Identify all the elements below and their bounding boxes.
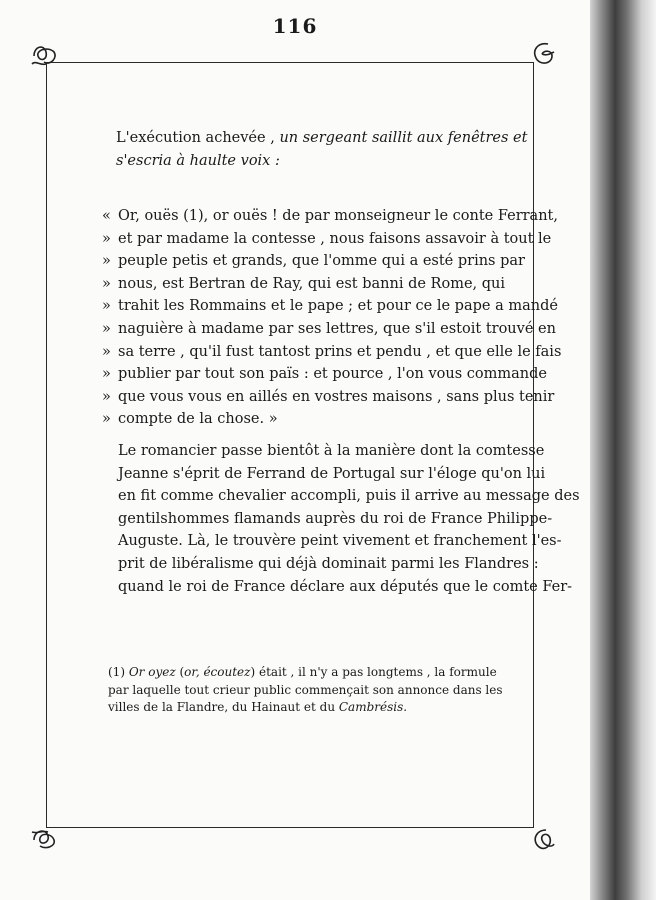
quote-line: » publier par tout son païs : et pource , l'on vous commande <box>102 363 561 386</box>
quote-line: » naguière à madame par ses lettres, que s'il estoit trouvé en <box>102 318 561 341</box>
quote-line: » que vous vous en aillés en vostres maisons , sans plus tenir <box>102 386 561 409</box>
quote-mark: » <box>102 388 111 405</box>
page-number: 116 <box>272 14 318 38</box>
proclamation-quote <box>102 205 561 431</box>
footnote-marker: (1) <box>108 665 125 679</box>
quote-line: » nous, est Bertran de Ray, qui est banni de Rome, qui <box>102 273 561 296</box>
intro-italic-text: un sergeant saillit aux fenêtres et <box>279 130 528 146</box>
paragraph-line: Le romancier passe bientôt à la manière dont la comtesse <box>118 443 545 459</box>
corner-ornament-bottom-left-icon <box>30 824 58 852</box>
quote-mark: » <box>102 253 111 270</box>
paragraph-line: gentilshommes flamands auprès du roi de France Philippe- <box>118 510 553 527</box>
paragraph-line: en fit comme chevalier accompli, puis il arrive au message des <box>118 488 580 505</box>
quote-line: » peuple petis et grands, que l'omme qui a esté prins par <box>102 250 561 273</box>
corner-ornament-top-right-icon <box>528 40 556 68</box>
book-spine-shadow <box>590 0 656 900</box>
quote-mark: » <box>102 298 111 315</box>
quote-mark: » <box>102 366 111 383</box>
paragraph-line: quand le roi de France déclare aux députés que le comte Fer- <box>118 578 573 595</box>
quote-line: » trahit les Rommains et le pape ; et pour ce le pape a mandé <box>102 295 561 318</box>
quote-mark: » <box>102 343 111 360</box>
commentary-paragraph <box>118 440 580 598</box>
intro-italic-text-cont: s'escria à haulte voix : <box>116 152 280 169</box>
quote-line: » et par madame la contesse , nous faisons assavoir à tout le <box>102 228 561 251</box>
corner-ornament-top-left-icon <box>30 42 58 70</box>
quote-mark: » <box>102 320 111 337</box>
paragraph-line: Jeanne s'éprit de Ferrand de Portugal sur l'éloge qu'on lui <box>118 465 546 482</box>
paragraph-line: Auguste. Là, le trouvère peint vivement et franchement l'es- <box>118 533 562 550</box>
paragraph-line: prit de libéralisme qui déjà dominait parmi les Flandres : <box>118 555 539 572</box>
quote-mark: » <box>102 275 111 292</box>
quote-line: » compte de la chose. » <box>102 408 561 431</box>
quote-mark: « <box>102 208 111 224</box>
corner-ornament-bottom-right-icon <box>528 826 556 854</box>
quote-mark: » <box>102 411 111 428</box>
intro-text: L'exécution achevée , <box>116 130 275 146</box>
quote-line: « Or, ouës (1), or ouës ! de par monseigneur le conte Ferrant, <box>102 205 561 228</box>
footnote: (1) Or oyez (or, écoutez) était , il n'y a pas longtems , la formule par laquelle tout crieur public commençait son annonce dans les villes de la Flandre, du Hainaut et du Cambrésis. <box>108 665 503 714</box>
quote-mark: » <box>102 230 111 247</box>
intro-paragraph <box>116 127 527 172</box>
quote-line: » sa terre , qu'il fust tantost prins et pendu , et que elle le fais <box>102 341 561 364</box>
